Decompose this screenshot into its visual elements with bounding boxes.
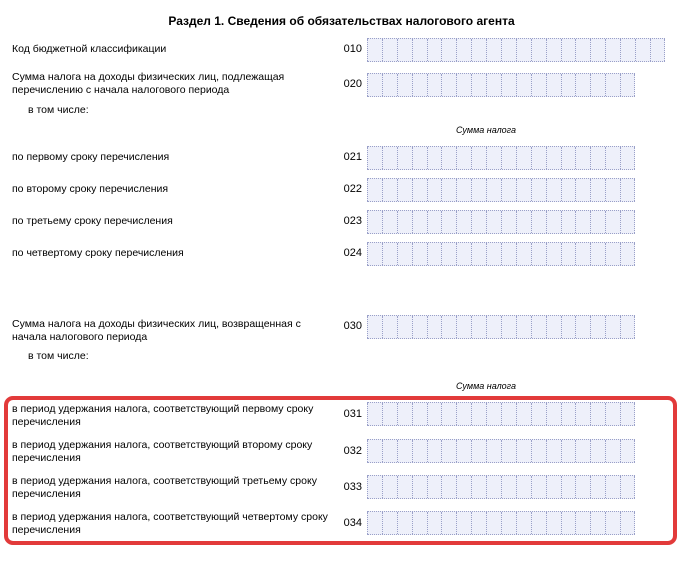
digit-cell[interactable]	[412, 147, 427, 169]
digit-cell[interactable]	[605, 147, 620, 169]
digit-cell[interactable]	[486, 440, 501, 462]
row-024-code: 024	[343, 247, 362, 259]
digit-cell[interactable]	[546, 39, 561, 61]
digit-cell[interactable]	[531, 512, 546, 534]
row-033-code: 033	[343, 481, 362, 493]
digit-cell[interactable]	[397, 403, 412, 425]
digit-cell[interactable]	[516, 512, 531, 534]
digit-cell[interactable]	[546, 512, 561, 534]
digit-cell[interactable]	[605, 39, 620, 61]
digit-cell[interactable]	[561, 243, 576, 265]
digit-cell[interactable]	[367, 147, 382, 169]
digit-cell[interactable]	[531, 316, 546, 338]
digit-cell[interactable]	[427, 179, 442, 201]
digit-cell[interactable]	[546, 243, 561, 265]
row-033-cells[interactable]	[367, 475, 635, 499]
digit-cell[interactable]	[531, 39, 546, 61]
digit-cell[interactable]	[516, 403, 531, 425]
digit-cell[interactable]	[575, 512, 590, 534]
digit-cell[interactable]	[516, 476, 531, 498]
digit-cell[interactable]	[516, 440, 531, 462]
digit-cell[interactable]	[427, 403, 442, 425]
digit-cell[interactable]	[620, 403, 635, 425]
digit-cell[interactable]	[397, 316, 412, 338]
digit-cell[interactable]	[575, 316, 590, 338]
digit-cell[interactable]	[531, 440, 546, 462]
digit-cell[interactable]	[590, 39, 605, 61]
digit-cell[interactable]	[575, 403, 590, 425]
row-022-cells[interactable]	[367, 178, 635, 202]
digit-cell[interactable]	[427, 440, 442, 462]
digit-cell[interactable]	[382, 440, 397, 462]
digit-cell[interactable]	[561, 476, 576, 498]
digit-cell[interactable]	[590, 211, 605, 233]
row-030-code: 030	[343, 320, 362, 332]
digit-cell[interactable]	[501, 147, 516, 169]
digit-cell[interactable]	[441, 147, 456, 169]
digit-cell[interactable]	[456, 39, 471, 61]
digit-cell[interactable]	[456, 179, 471, 201]
digit-cell[interactable]	[486, 39, 501, 61]
digit-cell[interactable]	[397, 74, 412, 96]
row-021-cells[interactable]	[367, 146, 635, 170]
row-023-cells[interactable]	[367, 210, 635, 234]
digit-cell[interactable]	[516, 243, 531, 265]
digit-cell[interactable]	[471, 243, 486, 265]
digit-cell[interactable]	[382, 39, 397, 61]
digit-cell[interactable]	[486, 74, 501, 96]
digit-cell[interactable]	[575, 179, 590, 201]
digit-cell[interactable]	[412, 74, 427, 96]
digit-cell[interactable]	[456, 211, 471, 233]
digit-cell[interactable]	[620, 179, 635, 201]
row-032-code: 032	[343, 445, 362, 457]
digit-cell[interactable]	[367, 440, 382, 462]
digit-cell[interactable]	[620, 512, 635, 534]
digit-cell[interactable]	[471, 211, 486, 233]
digit-cell[interactable]	[397, 211, 412, 233]
digit-cell[interactable]	[516, 179, 531, 201]
digit-cell[interactable]	[590, 476, 605, 498]
digit-cell[interactable]	[456, 512, 471, 534]
digit-cell[interactable]	[471, 147, 486, 169]
row-020-label: Сумма налога на доходы физических лиц, подлежащая перечислению с начала налогового периода	[12, 71, 285, 96]
digit-cell[interactable]	[486, 403, 501, 425]
digit-cell[interactable]	[620, 476, 635, 498]
digit-cell[interactable]	[605, 440, 620, 462]
digit-cell[interactable]	[397, 39, 412, 61]
digit-cell[interactable]	[427, 39, 442, 61]
digit-cell[interactable]	[516, 74, 531, 96]
digit-cell[interactable]	[367, 211, 382, 233]
row-022-code: 022	[343, 183, 362, 195]
digit-cell[interactable]	[590, 147, 605, 169]
row-030-including: в том числе:	[28, 350, 89, 362]
digit-cell[interactable]	[367, 512, 382, 534]
digit-cell[interactable]	[456, 476, 471, 498]
digit-cell[interactable]	[441, 440, 456, 462]
digit-cell[interactable]	[486, 211, 501, 233]
digit-cell[interactable]	[486, 147, 501, 169]
digit-cell[interactable]	[501, 39, 516, 61]
digit-cell[interactable]	[397, 512, 412, 534]
digit-cell[interactable]	[427, 147, 442, 169]
digit-cell[interactable]	[620, 211, 635, 233]
digit-cell[interactable]	[501, 512, 516, 534]
digit-cell[interactable]	[546, 403, 561, 425]
digit-cell[interactable]	[516, 39, 531, 61]
digit-cell[interactable]	[516, 316, 531, 338]
digit-cell[interactable]	[605, 179, 620, 201]
row-030-caption: Сумма налога	[456, 381, 517, 391]
digit-cell[interactable]	[441, 211, 456, 233]
digit-cell[interactable]	[367, 39, 382, 61]
row-031-label: в период удержания налога, соответствующий первому сроку перечисления	[12, 403, 314, 428]
digit-cell[interactable]	[516, 147, 531, 169]
row-024-cells[interactable]	[367, 242, 635, 266]
digit-cell[interactable]	[427, 512, 442, 534]
digit-cell[interactable]	[605, 243, 620, 265]
digit-cell[interactable]	[382, 476, 397, 498]
digit-cell[interactable]	[501, 211, 516, 233]
digit-cell[interactable]	[412, 316, 427, 338]
digit-cell[interactable]	[397, 476, 412, 498]
digit-cell[interactable]	[441, 39, 456, 61]
row-020-including: в том числе:	[28, 104, 89, 116]
digit-cell[interactable]	[561, 147, 576, 169]
digit-cell[interactable]	[486, 476, 501, 498]
digit-cell[interactable]	[486, 316, 501, 338]
digit-cell[interactable]	[501, 243, 516, 265]
digit-cell[interactable]	[501, 440, 516, 462]
row-030-cells[interactable]	[367, 315, 635, 339]
digit-cell[interactable]	[501, 403, 516, 425]
digit-cell[interactable]	[605, 512, 620, 534]
digit-cell[interactable]	[367, 476, 382, 498]
row-021-label: по первому сроку перечисления	[12, 151, 170, 163]
row-022-label: по второму сроку перечисления	[12, 183, 169, 195]
digit-cell[interactable]	[501, 74, 516, 96]
digit-cell[interactable]	[382, 211, 397, 233]
digit-cell[interactable]	[382, 403, 397, 425]
digit-cell[interactable]	[590, 512, 605, 534]
digit-cell[interactable]	[456, 243, 471, 265]
digit-cell[interactable]	[441, 74, 456, 96]
digit-cell[interactable]	[531, 403, 546, 425]
row-033-label: в период удержания налога, соответствующий третьему сроку перечисления	[12, 475, 317, 500]
digit-cell[interactable]	[382, 243, 397, 265]
digit-cell[interactable]	[546, 440, 561, 462]
digit-cell[interactable]	[575, 243, 590, 265]
digit-cell[interactable]	[605, 74, 620, 96]
digit-cell[interactable]	[590, 243, 605, 265]
digit-cell[interactable]	[397, 147, 412, 169]
digit-cell[interactable]	[412, 243, 427, 265]
digit-cell[interactable]	[397, 440, 412, 462]
digit-cell[interactable]	[561, 74, 576, 96]
row-020-code: 020	[343, 78, 362, 90]
digit-cell[interactable]	[471, 316, 486, 338]
digit-cell[interactable]	[575, 211, 590, 233]
digit-cell[interactable]	[367, 243, 382, 265]
row-032-cells[interactable]	[367, 439, 635, 463]
digit-cell[interactable]	[501, 179, 516, 201]
digit-cell[interactable]	[546, 476, 561, 498]
digit-cell[interactable]	[412, 179, 427, 201]
digit-cell[interactable]	[590, 179, 605, 201]
digit-cell[interactable]	[561, 316, 576, 338]
digit-cell[interactable]	[546, 316, 561, 338]
digit-cell[interactable]	[575, 74, 590, 96]
digit-cell[interactable]	[397, 243, 412, 265]
digit-cell[interactable]	[531, 476, 546, 498]
digit-cell[interactable]	[590, 316, 605, 338]
digit-cell[interactable]	[412, 39, 427, 61]
digit-cell[interactable]	[531, 211, 546, 233]
digit-cell[interactable]	[531, 147, 546, 169]
digit-cell[interactable]	[382, 512, 397, 534]
digit-cell[interactable]	[456, 403, 471, 425]
digit-cell[interactable]	[620, 39, 635, 61]
digit-cell[interactable]	[575, 440, 590, 462]
digit-cell[interactable]	[471, 179, 486, 201]
row-023-label: по третьему сроку перечисления	[12, 215, 173, 227]
digit-cell[interactable]	[590, 403, 605, 425]
digit-cell[interactable]	[516, 211, 531, 233]
digit-cell[interactable]	[412, 211, 427, 233]
row-021-code: 021	[343, 151, 362, 163]
digit-cell[interactable]	[501, 476, 516, 498]
row-031-cells[interactable]	[367, 402, 635, 426]
digit-cell[interactable]	[427, 243, 442, 265]
digit-cell[interactable]	[486, 179, 501, 201]
digit-cell[interactable]	[620, 316, 635, 338]
digit-cell[interactable]	[367, 403, 382, 425]
digit-cell[interactable]	[427, 211, 442, 233]
digit-cell[interactable]	[561, 512, 576, 534]
digit-cell[interactable]	[367, 179, 382, 201]
digit-cell[interactable]	[456, 316, 471, 338]
digit-cell[interactable]	[531, 74, 546, 96]
digit-cell[interactable]	[382, 74, 397, 96]
row-010-code: 010	[343, 43, 362, 55]
row-010-label: Код бюджетной классификации	[12, 43, 167, 55]
digit-cell[interactable]	[441, 403, 456, 425]
digit-cell[interactable]	[427, 476, 442, 498]
digit-cell[interactable]	[471, 74, 486, 96]
digit-cell[interactable]	[590, 440, 605, 462]
digit-cell[interactable]	[561, 403, 576, 425]
digit-cell[interactable]	[561, 211, 576, 233]
digit-cell[interactable]	[471, 512, 486, 534]
digit-cell[interactable]	[620, 243, 635, 265]
row-031-code: 031	[343, 408, 362, 420]
digit-cell[interactable]	[456, 440, 471, 462]
digit-cell[interactable]	[382, 147, 397, 169]
row-024-label: по четвертому сроку перечисления	[12, 247, 184, 259]
digit-cell[interactable]	[546, 147, 561, 169]
digit-cell[interactable]	[546, 179, 561, 201]
digit-cell[interactable]	[605, 316, 620, 338]
digit-cell[interactable]	[456, 147, 471, 169]
digit-cell[interactable]	[486, 512, 501, 534]
digit-cell[interactable]	[441, 476, 456, 498]
row-020-caption: Сумма налога	[456, 125, 517, 135]
row-034-label: в период удержания налога, соответствующий четвертому сроку перечисления	[12, 511, 328, 536]
row-034-cells[interactable]	[367, 511, 635, 535]
digit-cell[interactable]	[427, 316, 442, 338]
digit-cell[interactable]	[441, 179, 456, 201]
digit-cell[interactable]	[471, 440, 486, 462]
digit-cell[interactable]	[441, 316, 456, 338]
digit-cell[interactable]	[412, 476, 427, 498]
digit-cell[interactable]	[456, 74, 471, 96]
digit-cell[interactable]	[620, 440, 635, 462]
row-032-label: в период удержания налога, соответствующий второму сроку перечисления	[12, 439, 313, 464]
digit-cell[interactable]	[590, 74, 605, 96]
row-020-cells[interactable]	[367, 73, 635, 97]
digit-cell[interactable]	[561, 440, 576, 462]
digit-cell[interactable]	[397, 179, 412, 201]
digit-cell[interactable]	[412, 440, 427, 462]
row-030-label: Сумма налога на доходы физических лиц, возвращенная с начала налогового периода	[12, 318, 301, 343]
digit-cell[interactable]	[635, 39, 650, 61]
digit-cell[interactable]	[546, 74, 561, 96]
digit-cell[interactable]	[412, 512, 427, 534]
digit-cell[interactable]	[427, 74, 442, 96]
digit-cell[interactable]	[471, 476, 486, 498]
digit-cell[interactable]	[575, 147, 590, 169]
digit-cell[interactable]	[561, 39, 576, 61]
digit-cell[interactable]	[382, 316, 397, 338]
digit-cell[interactable]	[561, 179, 576, 201]
digit-cell[interactable]	[367, 316, 382, 338]
digit-cell[interactable]	[575, 39, 590, 61]
digit-cell[interactable]	[605, 476, 620, 498]
digit-cell[interactable]	[471, 403, 486, 425]
digit-cell[interactable]	[441, 512, 456, 534]
digit-cell[interactable]	[605, 211, 620, 233]
digit-cell[interactable]	[471, 39, 486, 61]
row-023-code: 023	[343, 215, 362, 227]
digit-cell[interactable]	[546, 211, 561, 233]
digit-cell[interactable]	[441, 243, 456, 265]
digit-cell[interactable]	[575, 476, 590, 498]
row-034-code: 034	[343, 517, 362, 529]
digit-cell[interactable]	[382, 179, 397, 201]
digit-cell[interactable]	[486, 243, 501, 265]
digit-cell[interactable]	[501, 316, 516, 338]
digit-cell[interactable]	[620, 147, 635, 169]
digit-cell[interactable]	[412, 403, 427, 425]
digit-cell[interactable]	[367, 74, 382, 96]
digit-cell[interactable]	[620, 74, 635, 96]
digit-cell[interactable]	[650, 39, 665, 61]
digit-cell[interactable]	[605, 403, 620, 425]
digit-cell[interactable]	[531, 179, 546, 201]
row-010-cells[interactable]	[367, 38, 665, 62]
digit-cell[interactable]	[531, 243, 546, 265]
section-title: Раздел 1. Сведения об обязательствах налогового агента	[168, 14, 515, 28]
